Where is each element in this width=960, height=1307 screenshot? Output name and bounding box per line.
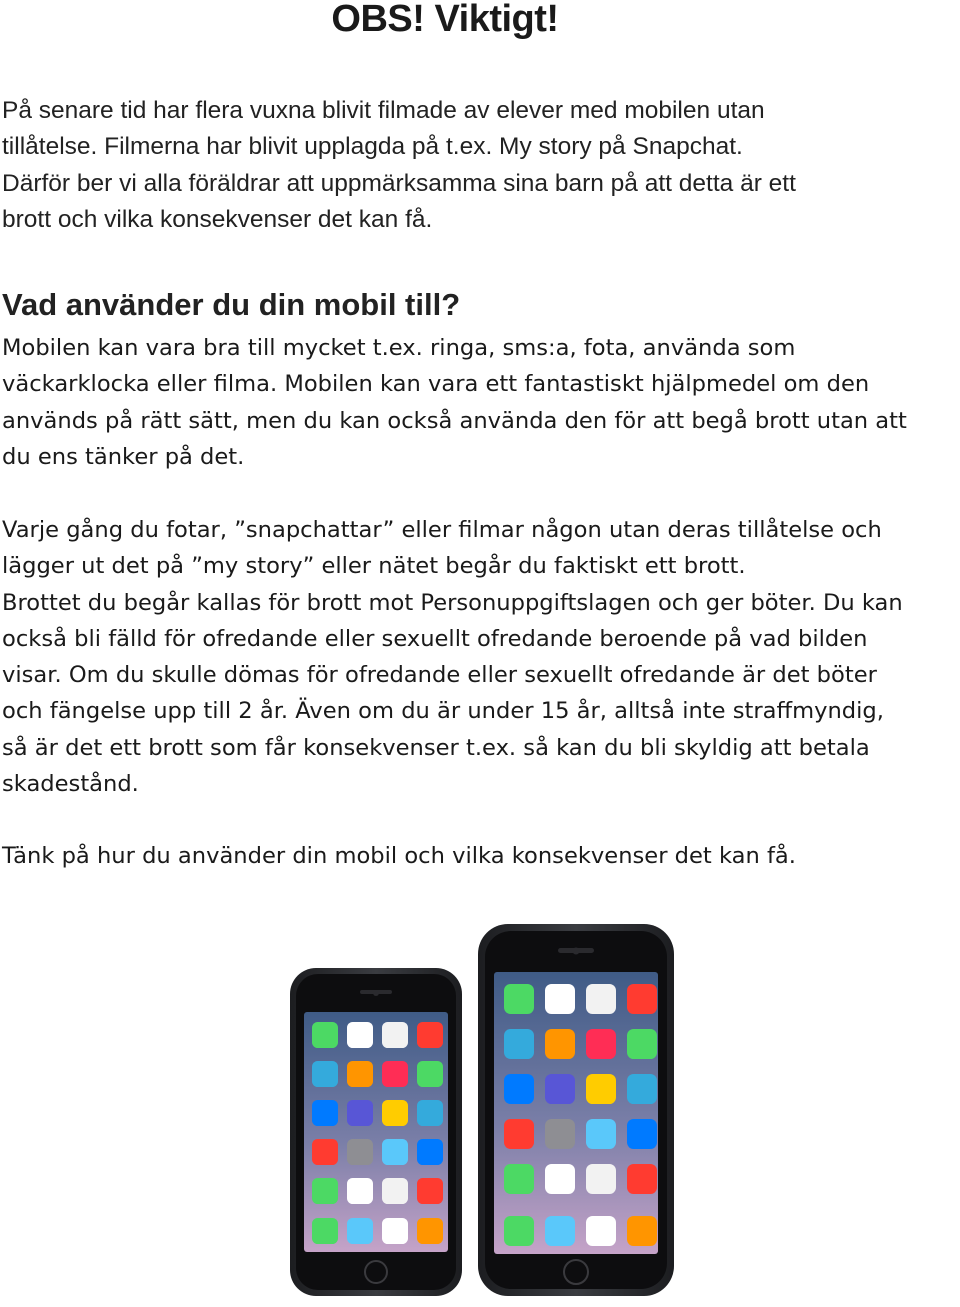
app-icon (312, 1100, 338, 1126)
app-icon (586, 984, 616, 1014)
app-icon (347, 1100, 373, 1126)
app-icon (417, 1178, 443, 1204)
app-icon (382, 1178, 408, 1204)
law-paragraph (2, 512, 903, 802)
app-icon (545, 1119, 575, 1149)
dock-icon (347, 1218, 373, 1244)
app-icon (347, 1139, 373, 1165)
app-icon (312, 1061, 338, 1087)
app-icon (417, 1061, 443, 1087)
intro-line: Därför ber vi alla föräldrar att uppmärksamma sina barn på att detta är ett (2, 169, 796, 197)
app-icon (586, 1119, 616, 1149)
app-icon (586, 1074, 616, 1104)
app-icon (627, 1164, 657, 1194)
usage-paragraph (2, 330, 907, 475)
app-icon (417, 1139, 443, 1165)
app-icon (382, 1022, 408, 1048)
app-icon (417, 1100, 443, 1126)
app-icon (347, 1178, 373, 1204)
law-line: så är det ett brott som får konsekvenser t.ex. så kan du bli skyldig att betala (2, 734, 870, 761)
intro-paragraph (2, 93, 796, 238)
app-icon (504, 1164, 534, 1194)
app-icon (382, 1139, 408, 1165)
app-icon (382, 1100, 408, 1126)
dock-icon (586, 1216, 616, 1246)
section-heading: Vad använder du din mobil till? (2, 287, 461, 322)
closing-paragraph: Tänk på hur du använder din mobil och vilka konsekvenser det kan få. (2, 843, 796, 869)
law-line: Varje gång du fotar, ”snapchattar” eller filmar någon utan deras tillåtelse och (2, 517, 882, 543)
intro-line: På senare tid har flera vuxna blivit filmade av elever med mobilen utan (2, 97, 765, 124)
usage-line: du ens tänker på det. (2, 443, 245, 470)
phone-large (478, 924, 674, 1296)
law-line: och fängelse upp till 2 år. Även om du är under 15 år, alltså inte straffmyndig, (2, 698, 884, 725)
app-icon (504, 1074, 534, 1104)
law-line: lägger ut det på ”my story” eller nätet begår du faktiskt ett brott. (2, 553, 746, 580)
app-icon (312, 1139, 338, 1165)
app-icon (504, 1119, 534, 1149)
usage-line: används på rätt sätt, men du kan också använda den för att begå brott utan att (2, 407, 907, 434)
app-icon (347, 1022, 373, 1048)
app-icon (627, 1029, 657, 1059)
app-icon (347, 1061, 373, 1087)
app-icon (545, 984, 575, 1014)
dock-icon (312, 1218, 338, 1244)
usage-line: Mobilen kan vara bra till mycket t.ex. ringa, sms:a, fota, använda som (2, 335, 796, 361)
app-icon (504, 1029, 534, 1059)
intro-line: tillåtelse. Filmerna har blivit upplagda på t.ex. My story på Snapchat. (2, 133, 743, 161)
page-title: OBS! Viktigt! (331, 0, 559, 40)
law-line: också bli fälld för ofredande eller sexuellt ofredande beroende på vad bilden (2, 625, 868, 652)
app-icon (312, 1022, 338, 1048)
smartphones-illustration (280, 920, 680, 1300)
dock-icon (545, 1216, 575, 1246)
app-icon (545, 1074, 575, 1104)
app-icon (627, 1119, 657, 1149)
app-icon (545, 1029, 575, 1059)
law-line: visar. Om du skulle dömas för ofredande eller sexuellt ofredande är det böter (2, 662, 877, 689)
app-icon (586, 1029, 616, 1059)
app-icon (417, 1022, 443, 1048)
dock-icon (382, 1218, 408, 1244)
intro-line: brott och vilka konsekvenser det kan få. (2, 205, 433, 233)
law-line: Brottet du begår kallas för brott mot Personuppgiftslagen och ger böter. Du kan (2, 589, 903, 616)
app-icon (545, 1164, 575, 1194)
usage-line: väckarklocka eller filma. Mobilen kan vara ett fantastiskt hjälpmedel om den (2, 371, 870, 398)
dock-icon (504, 1216, 534, 1246)
app-icon (504, 984, 534, 1014)
smartphones-image (280, 920, 680, 1300)
app-icon (627, 984, 657, 1014)
dock-icon (417, 1218, 443, 1244)
phone-small (290, 968, 462, 1296)
app-icon (382, 1061, 408, 1087)
app-icon (627, 1074, 657, 1104)
app-icon (586, 1164, 616, 1194)
app-icon (312, 1178, 338, 1204)
law-line: skadestånd. (2, 771, 139, 798)
dock-icon (627, 1216, 657, 1246)
